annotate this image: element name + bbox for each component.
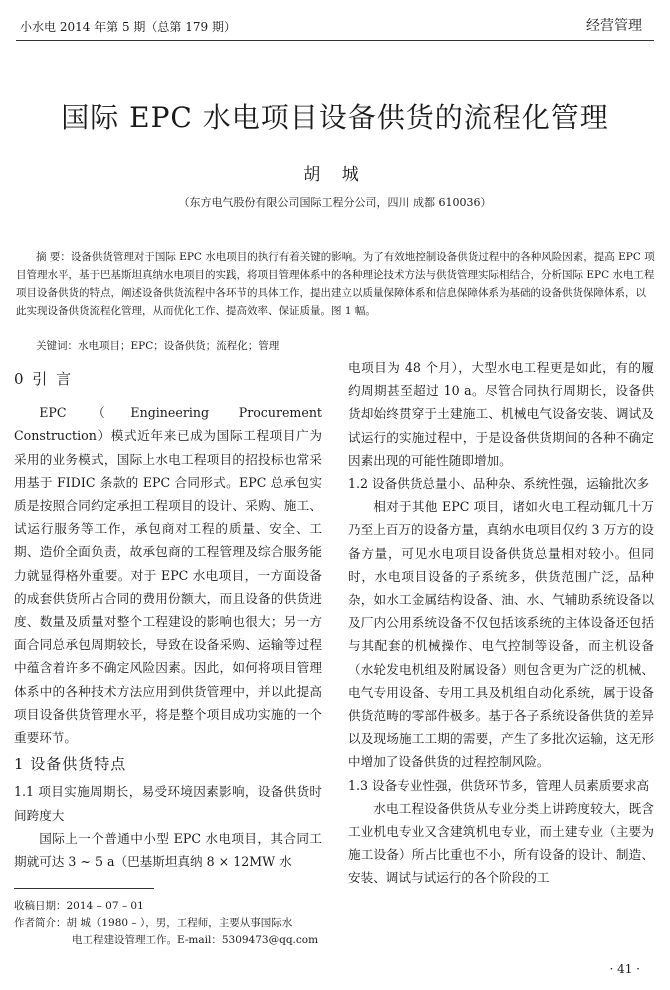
- paragraph-introduction: EPC（Engineering Procurement Construction）模式近年来已成为国际工程项目广为采用的业务模式，国际上水电工程项目的招投标也常采用基于 FIDIC 条款的 EPC 合同形式。EPC 总承包实质是按照合同约定承担工程项目的设计、采购、施工、试运行服务等工作，承包商对工程的质量、安全、工期、造价全面负责，故承包商的工程管理及综合服务能力就显得格外重要。对于 EPC 水电项目，一方面设备的成套供货所占合同的费用份额大，而且设备的供货进度、数量及质量对整个工程建设的影响也很大；另一方面合同总承包周期较长，导致在设备采购、运输等过程中蕴含着许多不确定风险因素。因此，如何将项目管理体系中的各种技术方法应用到供货管理中，并以此提高项目设备供货管理水平，将是整个项目成功实施的一个重要环节。: [14, 405, 322, 746]
- author-bio-line-2: 电工程建设管理工作。E-mail：5309473@qq.com: [72, 934, 319, 946]
- footnote: [14, 898, 334, 949]
- page-number: · 41 ·: [609, 962, 640, 976]
- subsection-heading-1-1: 1.1 项目实施周期长，易受环境因素影响，设备供货时间跨度大: [14, 784, 322, 823]
- keywords-label: 关键词：: [36, 340, 78, 352]
- paragraph-1-1-continued: 电项目为 48 个月），大型水电工程更是如此，有的履约周期甚至超过 10 a。尽管合同执行周期长，设备供货却始终贯穿于土建施工、机械电气设备安装、调试及试运行的实施过程中，于是设备供货期间的各种不确定因素出现的可能性随即增加。: [348, 360, 654, 468]
- running-header: [20, 14, 650, 36]
- keywords: [36, 338, 656, 353]
- subsection-heading-1-2: 1.2 设备供货总量小、品种杂、系统性强，运输批次多: [348, 476, 650, 492]
- left-column: [14, 364, 322, 873]
- right-column: [348, 356, 654, 890]
- subsection-heading-1-3: 1.3 设备专业性强，供货环节多，管理人员素质要求高: [348, 777, 650, 793]
- paragraph-1-2: 相对于其他 EPC 项目，诸如火电工程动辄几十万乃至上百万的设备方量，真纳水电项目仅约 3 万方的设备方量，可见水电项目设备供货总量相对较小。但同时，水电项目设备的子系统多，供货范围广泛，品种杂，如水工金属结构设备、油、水、气辅助系统设备以及厂内公用系统设备不仅包括该系统的主体设备还包括与其配套的机械操作、电气控制等设备，而主机设备（水轮发电机组及附属设备）则包含更为广泛的机械、电气专用设备、专用工具及机组自动化系统，属于设备供货范畴的零部件极多。基于各子系统设备供货的差异以及现场施工工期的需要，产生了多批次运输，这无形中增加了设备供货的过程控制风险。: [348, 499, 654, 770]
- paragraph-1-1: 国际上一个普通中小型 EPC 水电项目，其合同工期就可达 3 ~ 5 a（巴基斯坦真纳 8 × 12MW 水: [14, 830, 322, 870]
- section-heading-introduction: 0 引 言: [14, 370, 74, 388]
- author-name: 胡 城: [303, 165, 367, 185]
- abstract: [16, 248, 656, 320]
- header-rule: [16, 40, 654, 41]
- section-heading-supply-features: 1 设备供货特点: [14, 755, 127, 774]
- author-bio-line-1: 作者简介：胡 城（1980 – ），男，工程师，主要从事国际水: [14, 917, 293, 929]
- keywords-text: 水电项目；EPC；设备供货；流程化；管理: [78, 340, 280, 352]
- journal-issue: 小水电 2014 年第 5 期（总第 179 期）: [20, 20, 236, 34]
- paragraph-1-3: 水电工程设备供货从专业分类上讲跨度较大，既含工业机电专业又含建筑机电专业，而土建专业（主要为施工设备）所占比重也不小，所有设备的设计、制造、安装、调试与试运行的各个阶段的工: [348, 800, 654, 886]
- paper-title: 国际 EPC 水电项目设备供货的流程化管理: [61, 101, 609, 134]
- abstract-label: 摘 要：: [36, 251, 71, 263]
- received-date: 收稿日期：2014 – 07 – 01: [14, 900, 144, 912]
- author-affiliation: （东方电气股份有限公司国际工程分公司，四川 成都 610036）: [178, 196, 492, 209]
- footnote-rule: [14, 888, 154, 889]
- abstract-text: 设备供货管理对于国际 EPC 水电项目的执行有着关键的影响。为了有效地控制设备供货过程中的各种风险因素，提高 EPC 项目管理水平，基于巴基斯坦真纳水电项目的实践，将项目管理体系中的各种理论技术方法与供货管理实际相结合，分析国际 EPC 水电工程项目设备供货的特点，阐述设备供货流程中各环节的具体工作，提出建立以质量保障体系和信息保障体系为基础的设备供货保障体系，以此实现设备供货流程化管理，从而优化工作、提高效率、保证质量。图 1 幅。: [16, 251, 655, 317]
- section-name: 经营管理: [586, 18, 642, 34]
